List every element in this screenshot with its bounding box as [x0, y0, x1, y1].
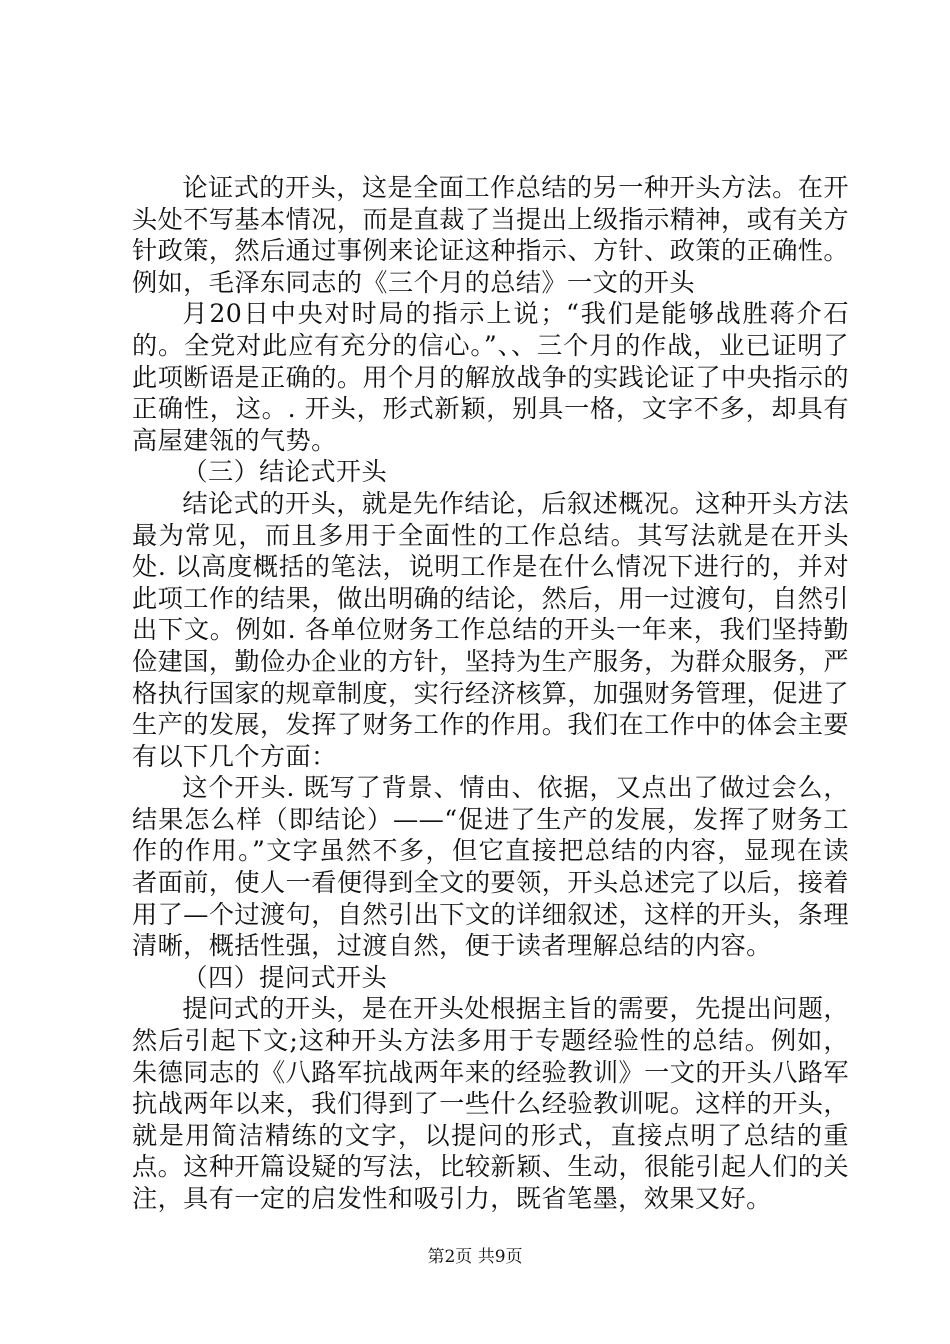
paragraph-question-opening: 提问式的开头，是在开头处根据主旨的需要，先提出问题，然后引起下文;这种开头方法多用于专题经验性的总结。例如，朱德同志的《八路军抗战两年来的经验教训》一文的开头八路军抗战两年以来，我们得到了一些什么经验教训呢。这样的开头，就是用简洁精练的文字，以提问的形式，直接点明了总结的重点。这种开篇设疑的写法，比较新颖、生动，很能引起人们的关注，具有一定的启发性和吸引力，既省笔墨，效果又好。 [132, 994, 849, 1213]
paragraph-argument-example: 月20日中央对时局的指示上说；“我们是能够战胜蒋介石的。全党对此应有充分的信心。”、、三个月的作战，业已证明了此项断语是正确的。用个月的解放战争的实践论证了中央指示的正确性，这。. 开头，形式新颖，别具一格，文字不多，却具有高屋建瓴的气势。 [132, 299, 849, 455]
paragraph-argument-opening: 论证式的开头，这是全面工作总结的另一种开头方法。在开头处不写基本情况，而是直裁了当提出上级指示精神，或有关方针政策，然后通过事例来论证这种指示、方针、政策的正确性。例如，毛泽东同志的《三个月的总结》一文的开头 [132, 173, 849, 297]
section-heading-conclusion-opening: （三）结论式开头 [182, 457, 388, 487]
document-body [132, 172, 849, 1215]
page-number-footer: 第2页 共9页 [427, 1247, 523, 1267]
paragraph-conclusion-analysis: 这个开头. 既写了背景、情由、依据，又点出了做过会么，结果怎么样（即结论）——“促进了生产的发展，发挥了财务工作的作用。”文字虽然不多，但它直接把总结的内容，显现在读者面前，使人一看便得到全文的要领，开头总述完了以后，接着用了—个过渡句，自然引出下文的详细叙述，这样的开头，条理清晰，概括性强，过渡自然，便于读者理解总结的内容。 [132, 773, 849, 961]
section-heading-question-opening: （四）提问式开头 [182, 962, 388, 992]
paragraph-conclusion-opening: 结论式的开头，就是先作结论，后叙述概况。这种开头方法最为常见，而且多用于全面性的工作总结。其写法就是在开头处. 以高度概括的笔法，说明工作是在什么情况下进行的，并对此项工作的结果，做出明确的结论，然后，用一过渡句，自然引出下文。例如. 各单位财务工作总结的开头一年来，我们坚持勤俭建国，勤俭办企业的方针，坚持为生产服务，为群众服务，严格执行国家的规章制度，实行经济核算，加强财务管理，促进了生产的发展，发挥了财务工作的作用。我们在工作中的体会主要有以下几个方面： [132, 488, 849, 771]
